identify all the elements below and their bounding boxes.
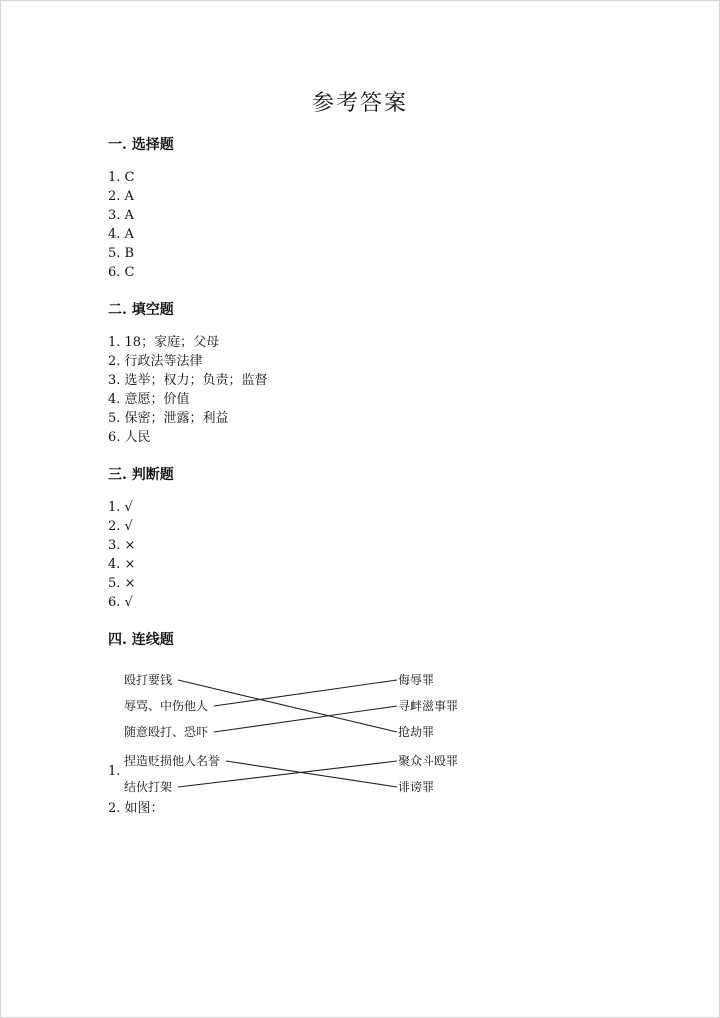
judge-answer: 1. √ — [108, 500, 133, 515]
right-item: 抢劫罪 — [398, 725, 435, 739]
left-item: 结伙打架 — [124, 780, 173, 794]
left-item: 殴打要钱 — [124, 673, 173, 687]
judge-answer: 3. × — [108, 538, 136, 553]
fill-answer: 5. 保密；泄露；利益 — [108, 411, 229, 426]
choice-answer: 3. A — [108, 208, 134, 223]
judge-answer: 5. × — [108, 576, 136, 591]
fill-answer: 4. 意愿；价值 — [108, 392, 190, 407]
question-2-text: 2. 如图： — [108, 801, 164, 816]
choice-section-heading: 一. 选择题 — [108, 137, 174, 153]
judge-answer: 2. √ — [108, 519, 133, 534]
right-item: 诽谤罪 — [398, 780, 435, 794]
fill-answer: 2. 行政法等法律 — [108, 354, 203, 369]
choice-answer: 1. C — [108, 170, 135, 185]
choice-answer: 2. A — [108, 189, 134, 204]
choice-answer: 6. C — [108, 265, 135, 280]
match-connector-line — [226, 761, 397, 787]
page-title: 参考答案 — [311, 91, 408, 116]
right-item: 聚众斗殴罪 — [398, 754, 459, 768]
question-1-number: 1. — [108, 764, 121, 779]
choice-answer: 5. B — [108, 246, 135, 261]
left-item: 捏造贬损他人名誉 — [124, 754, 221, 768]
fill-answer: 1. 18；家庭；父母 — [108, 335, 220, 350]
fill-answer: 3. 选举；权力；负责；监督 — [108, 373, 268, 388]
right-item: 侮辱罪 — [398, 673, 435, 687]
left-item: 辱骂、中伤他人 — [124, 699, 209, 713]
right-item: 寻衅滋事罪 — [398, 699, 459, 713]
match-connector-line — [178, 680, 397, 732]
fill-section-heading: 二. 填空题 — [108, 302, 174, 318]
fill-answer: 6. 人民 — [108, 430, 151, 445]
judge-answer: 4. × — [108, 557, 136, 572]
left-item: 随意殴打、恐吓 — [124, 725, 209, 739]
choice-answer: 4. A — [108, 227, 134, 242]
judge-section-heading: 三. 判断题 — [108, 467, 174, 483]
match-connector-line — [214, 680, 397, 706]
judge-answer: 6. √ — [108, 595, 133, 610]
match-section-heading: 四. 连线题 — [108, 632, 174, 648]
